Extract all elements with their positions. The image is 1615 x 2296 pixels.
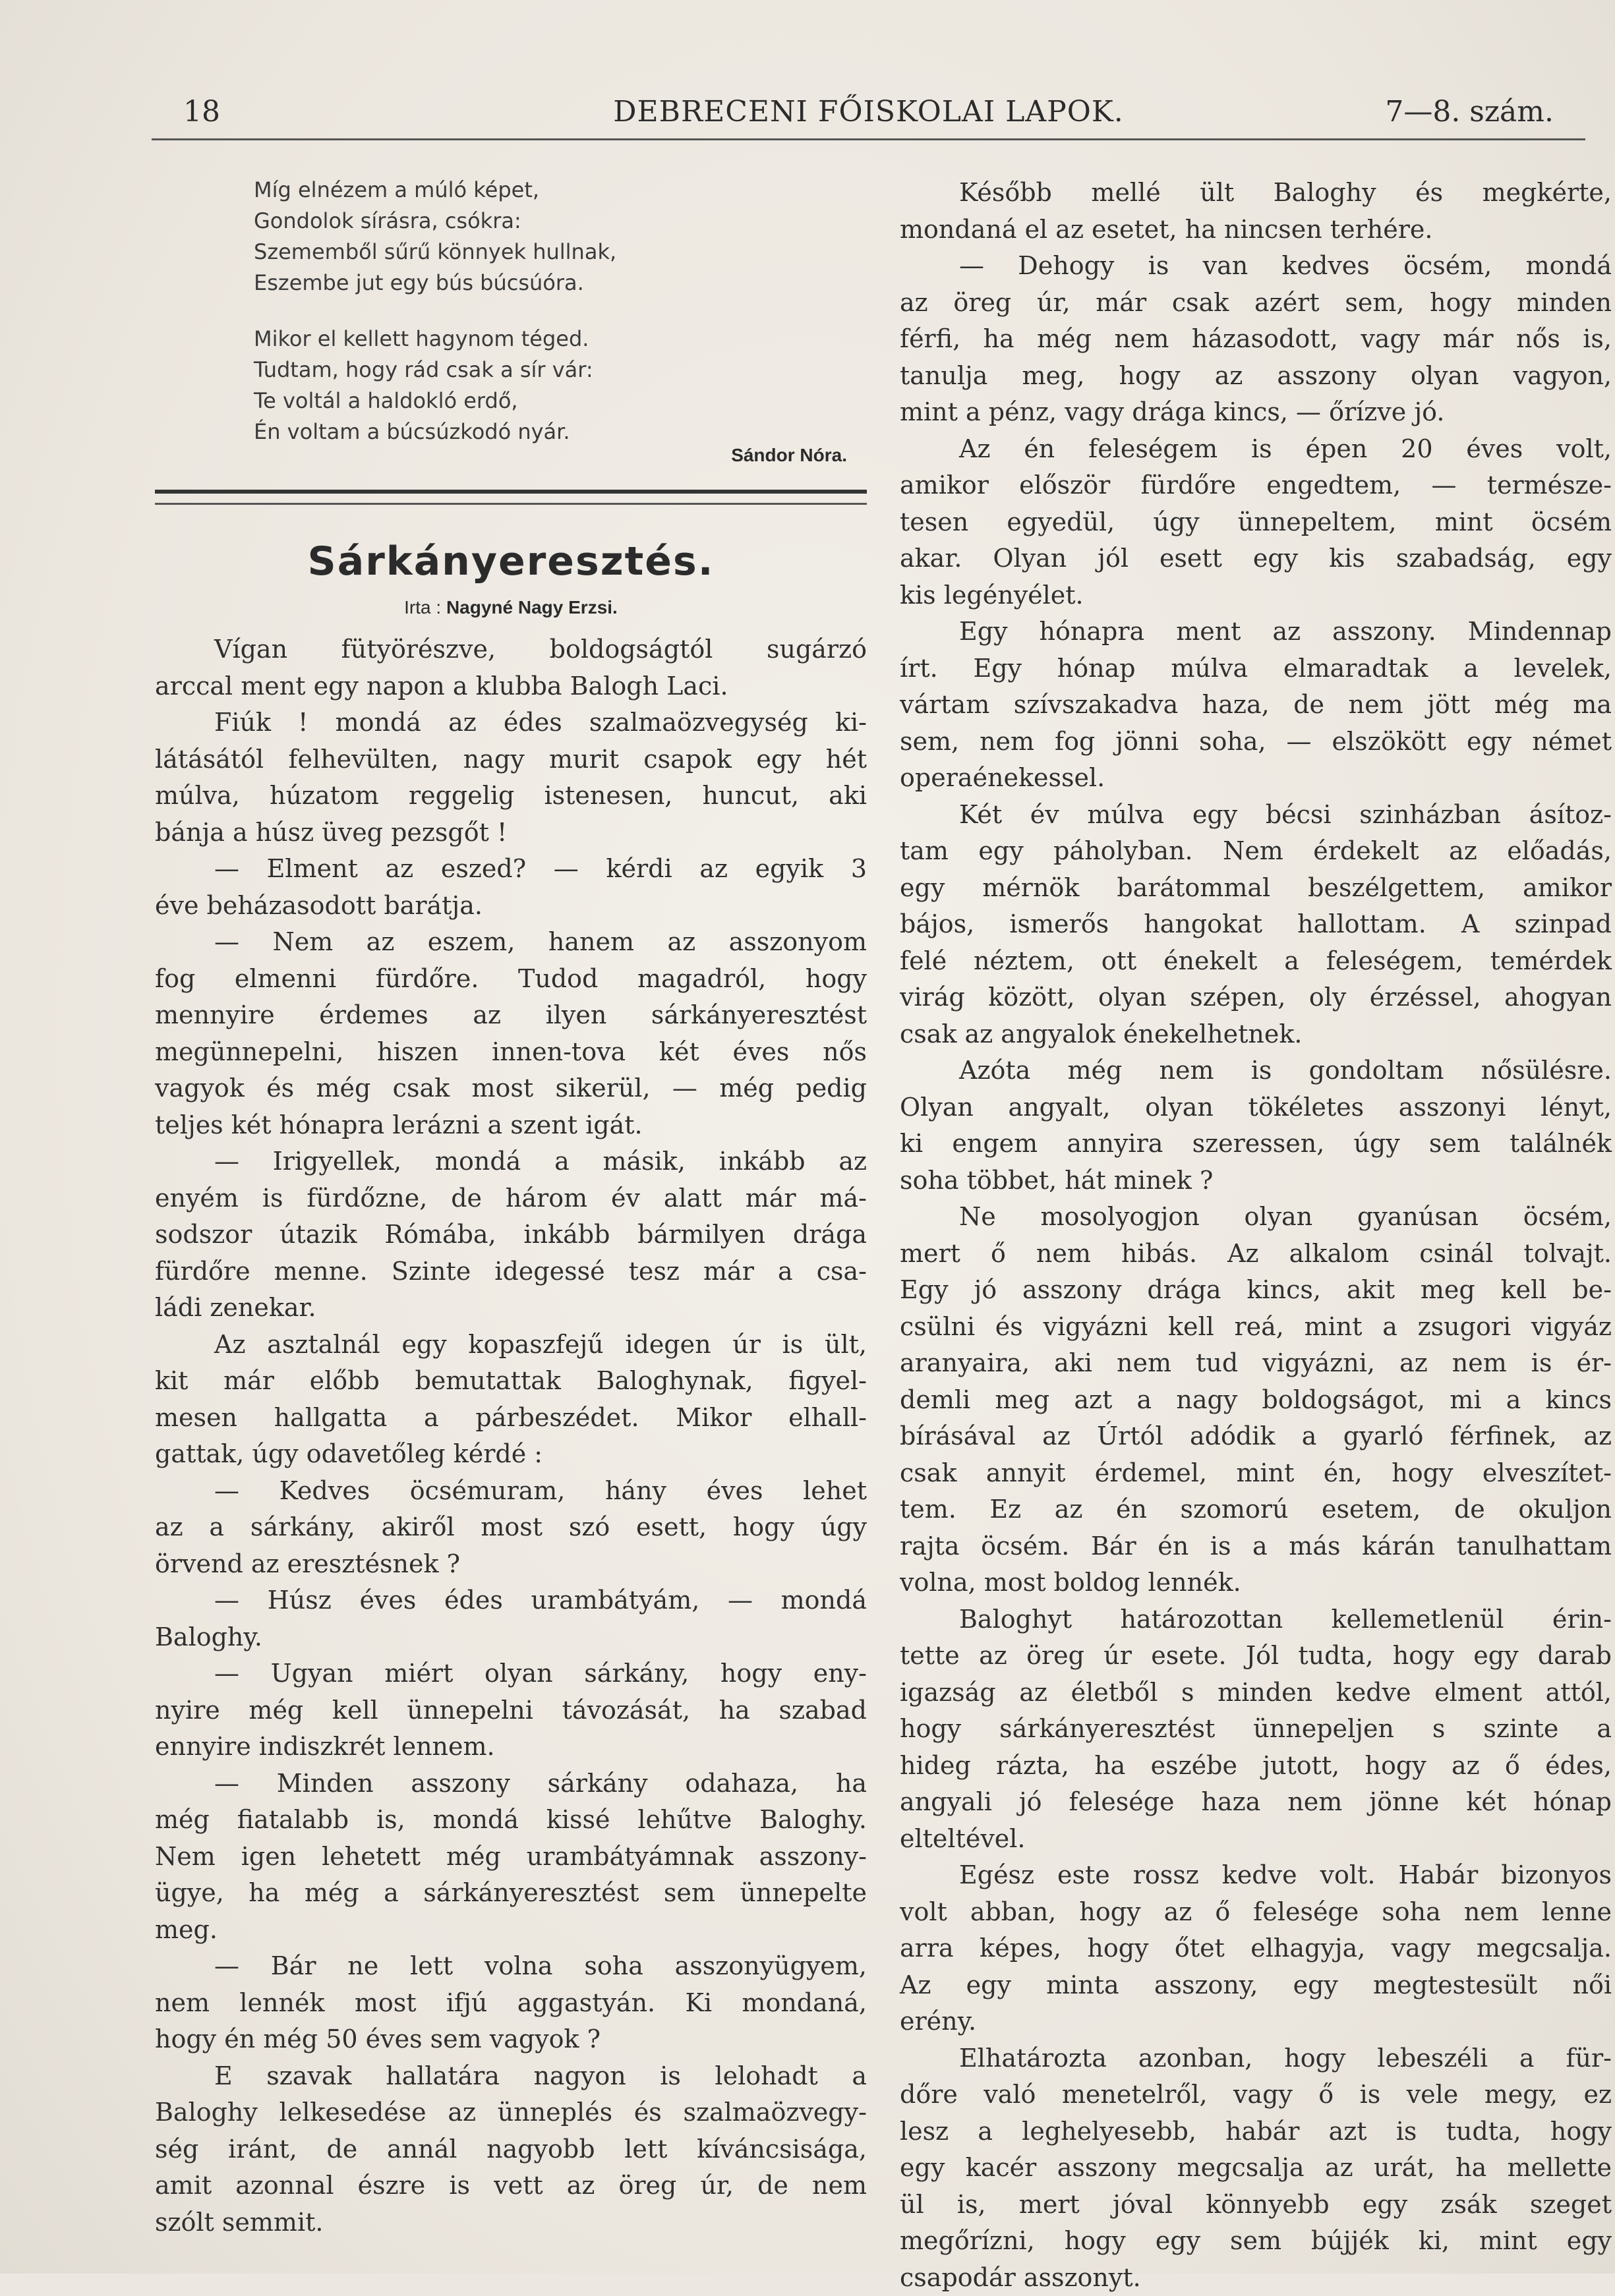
text-line: szólt semmit. <box>155 2204 867 2241</box>
text-line: rajta öcsém. Bár én is a más kárán tanulhattam <box>900 1528 1612 1565</box>
article-body-left <box>155 631 867 2241</box>
paragraph <box>155 704 867 851</box>
text-line: bírásával az Úrtól adódik a gyarló férfinek, az <box>900 1418 1612 1455</box>
text-line: múlva, húzatom reggelig istenesen, huncut, aki <box>155 778 867 815</box>
text-line: demli meg azt a nagy boldogságot, mi a kincs <box>900 1382 1612 1419</box>
byline-author: Nagyné Nagy Erzsi. <box>446 597 618 617</box>
text-line: — Minden asszony sárkány odahaza, ha <box>155 1765 867 1802</box>
poem-line: Míg elnézem a múló képet, <box>254 175 867 206</box>
text-line: virág között, olyan szépen, oly érzéssel, ahogyan <box>900 979 1612 1016</box>
text-line: tanulja meg, hogy az asszony olyan vagyon, <box>900 358 1612 395</box>
text-line: — Nem az eszem, hanem az asszonyom <box>155 924 867 961</box>
text-line: aranyaira, aki nem tud vigyázni, az nem is ér- <box>900 1345 1612 1382</box>
text-line: enyém is fürdőzne, de három év alatt már má- <box>155 1180 867 1217</box>
paragraph <box>900 175 1612 248</box>
paragraph <box>155 1143 867 1327</box>
poem-line: Te voltál a haldokló erdő, <box>254 386 867 416</box>
text-line: vagyok és még csak most sikerül, — még pedig <box>155 1070 867 1107</box>
text-line: teljes két hónapra lerázni a szent igát. <box>155 1107 867 1144</box>
poem-author: Sándor Nóra. <box>155 442 867 469</box>
text-line: — Kedves öcsémuram, hány éves lehet <box>155 1473 867 1510</box>
byline-prefix: Irta : <box>404 597 441 617</box>
text-line: — Elment az eszed? — kérdi az egyik 3 <box>155 851 867 888</box>
paragraph <box>155 1655 867 1765</box>
text-line: tesen egyedül, úgy ünnepeltem, mint öcsém <box>900 504 1612 541</box>
paragraph <box>155 851 867 924</box>
text-line: angyali jó felesége haza nem jönne két hónap <box>900 1784 1612 1821</box>
text-line: gattak, úgy odavetőleg kérdé : <box>155 1436 867 1473</box>
article-body-right <box>900 175 1612 2296</box>
text-line: örvend az eresztésnek ? <box>155 1546 867 1583</box>
poem-stanza <box>254 324 867 447</box>
poem-line: Tudtam, hogy rád csak a sír vár: <box>254 355 867 386</box>
text-line: Elhatározta azonban, hogy lebeszéli a für- <box>900 2040 1612 2077</box>
text-line: Az én feleségem is épen 20 éves volt, <box>900 431 1612 468</box>
text-line: operaénekessel. <box>900 760 1612 797</box>
text-line: Két év múlva egy bécsi szinházban ásítoz- <box>900 797 1612 834</box>
text-line: tem. Ez az én szomorú esetem, de okuljon <box>900 1491 1612 1528</box>
text-line: akar. Olyan jól esett egy kis szabadság, egy <box>900 540 1612 577</box>
text-line: megünnepelni, hiszen innen-tova két éves nős <box>155 1034 867 1071</box>
text-line: ül is, mert jóval könnyebb egy zsák szeget <box>900 2187 1612 2224</box>
text-line: erény. <box>900 2003 1612 2040</box>
text-line: Azóta még nem is gondoltam nősülésre. <box>900 1052 1612 1089</box>
text-line: tette az öreg úr esete. Jól tudta, hogy egy darab <box>900 1638 1612 1675</box>
text-line: Baloghyt határozottan kellemetlenül érin- <box>900 1601 1612 1638</box>
text-line: hideg rázta, ha eszébe jutott, hogy az ő édes, <box>900 1748 1612 1785</box>
text-line: férfi, ha még nem házasodott, vagy már nős is, <box>900 321 1612 358</box>
text-line: lesz a leghelyesebb, habár azt is tudta, hogy <box>900 2113 1612 2150</box>
paragraph <box>155 1948 867 2058</box>
poem-stanza <box>254 175 867 299</box>
text-line: tam egy páholyban. Nem érdekelt az előadás, <box>900 833 1612 870</box>
text-line: — Bár ne lett volna soha asszonyügyem, <box>155 1948 867 1985</box>
text-line: Baloghy. <box>155 1619 867 1656</box>
paragraph <box>155 1327 867 1473</box>
paragraph <box>155 1582 867 1655</box>
text-line: Egész este rossz kedve volt. Habár bizonyos <box>900 1857 1612 1894</box>
text-line: csülni és vigyázni kell reá, mint a zsugori vigyáz <box>900 1309 1612 1346</box>
text-line: Később mellé ült Baloghy és megkérte, <box>900 175 1612 212</box>
text-line: csak az angyalok énekelhetnek. <box>900 1016 1612 1053</box>
text-line: — Dehogy is van kedves öcsém, mondá <box>900 248 1612 285</box>
section-divider <box>155 490 867 505</box>
text-line: csapodár asszonyt. <box>900 2260 1612 2296</box>
page-number: 18 <box>183 95 220 129</box>
paragraph <box>900 797 1612 1053</box>
text-line: felé néztem, ott énekelt a feleségem, temérdek <box>900 943 1612 980</box>
text-line: Egy jó asszony drága kincs, akit meg kell be- <box>900 1272 1612 1309</box>
poem-line: Mikor el kellett hagynom téged. <box>254 324 867 355</box>
text-line: kis legényélet. <box>900 577 1612 614</box>
text-line: éve beházasodott barátja. <box>155 888 867 925</box>
text-line: dőre való menetelről, vagy ő is vele megy, ez <box>900 2077 1612 2113</box>
text-line: arra képes, hogy őtet elhagyja, vagy megcsalja. <box>900 1930 1612 1967</box>
text-line: írt. Egy hónap múlva elmaradtak a levelek, <box>900 650 1612 687</box>
paragraph <box>900 1857 1612 2040</box>
paragraph <box>900 248 1612 431</box>
text-line: elteltével. <box>900 1821 1612 1858</box>
paragraph <box>155 1473 867 1583</box>
paragraph <box>900 1052 1612 1199</box>
text-line: az a sárkány, akiről most szó esett, hogy úgy <box>155 1509 867 1546</box>
text-line: Az asztalnál egy kopaszfejű idegen úr is ült, <box>155 1327 867 1363</box>
text-line: fog elmenni fürdőre. Tudod magadról, hogy <box>155 961 867 998</box>
text-line: megőrízni, hogy egy sem bújjék ki, mint egy <box>900 2223 1612 2260</box>
text-line: Olyan angyalt, olyan tökéletes asszonyi lényt, <box>900 1089 1612 1126</box>
paragraph <box>155 924 867 1143</box>
byline <box>155 593 867 622</box>
text-line: — Húsz éves édes urambátyám, — mondá <box>155 1582 867 1619</box>
text-line: fürdőre menne. Szinte idegessé tesz már a csa- <box>155 1253 867 1290</box>
text-line: mesen hallgatta a párbeszédet. Mikor elhall- <box>155 1400 867 1437</box>
text-line: meg. <box>155 1912 867 1949</box>
text-line: még fiatalabb is, mondá kissé lehűtve Baloghy. <box>155 1802 867 1839</box>
left-column <box>155 175 867 2241</box>
text-line: igazság az életből s minden kedve elment attól, <box>900 1675 1612 1711</box>
text-line: vártam szívszakadva haza, de nem jött még ma <box>900 687 1612 724</box>
text-line: mert ő nem hibás. Az alkalom csinál tolvajt. <box>900 1236 1612 1273</box>
text-line: nem lennék most ifjú aggastyán. Ki mondaná, <box>155 1985 867 2022</box>
paragraph <box>155 2058 867 2241</box>
text-line: hogy sárkányeresztést ünnepeljen s szinte a <box>900 1711 1612 1748</box>
poem-line: Én voltam a búcsúzkodó nyár. <box>254 416 867 447</box>
text-line: amikor először fürdőre engedtem, — természe- <box>900 467 1612 504</box>
text-line: bánja a húsz üveg pezsgőt ! <box>155 815 867 851</box>
text-line: volna, most boldog lennék. <box>900 1564 1612 1601</box>
paragraph <box>900 2040 1612 2296</box>
text-line: sodszor útazik Rómába, inkább bármilyen drága <box>155 1217 867 1253</box>
journal-title: DEBRECENI FŐISKOLAI LAPOK. <box>152 95 1585 129</box>
text-line: Baloghy lelkesedése az ünneplés és szalmaözvegy- <box>155 2094 867 2131</box>
text-line: — Ugyan miért olyan sárkány, hogy eny- <box>155 1655 867 1692</box>
text-line: Nem igen lehetett még urambátyámnak asszony- <box>155 1839 867 1876</box>
text-line: nyire még kell ünnepelni távozását, ha szabad <box>155 1692 867 1729</box>
text-line: egy kacér asszony megcsalja az urát, ha mellette <box>900 2150 1612 2187</box>
poem-line: Eszembe jut egy bús búcsúóra. <box>254 268 867 299</box>
paragraph <box>900 614 1612 797</box>
text-line: Egy hónapra ment az asszony. Mindennap <box>900 614 1612 650</box>
text-line: ügye, ha még a sárkányeresztést sem ünnepelte <box>155 1875 867 1912</box>
article-title: Sárkányeresztés. <box>155 535 867 588</box>
text-line: kit már előbb bemutattak Baloghynak, figyel- <box>155 1363 867 1400</box>
paragraph <box>155 631 867 704</box>
text-line: látásától felhevülten, nagy murit csapok egy hét <box>155 741 867 778</box>
paragraph <box>900 1199 1612 1601</box>
text-line: volt abban, hogy az ő felesége soha nem lenne <box>900 1894 1612 1931</box>
text-line: az öreg úr, már csak azért sem, hogy minden <box>900 285 1612 322</box>
text-line: ládi zenekar. <box>155 1290 867 1327</box>
text-line: mint a pénz, vagy drága kincs, — őrízve jó. <box>900 394 1612 431</box>
right-column <box>900 175 1612 2296</box>
text-line: ség iránt, de annál nagyobb lett kíváncsisága, <box>155 2131 867 2168</box>
text-line: sem, nem fog jönni soha, — elszökött egy német <box>900 724 1612 761</box>
text-line: E szavak hallatára nagyon is lelohadt a <box>155 2058 867 2095</box>
text-line: Fiúk ! mondá az édes szalmaözvegység ki- <box>155 704 867 741</box>
text-line: Ne mosolyogjon olyan gyanúsan öcsém, <box>900 1199 1612 1236</box>
text-line: Vígan fütyörészve, boldogságtól sugárzó <box>155 631 867 668</box>
text-line: egy mérnök barátommal beszélgettem, amikor <box>900 870 1612 907</box>
text-line: bájos, ismerős hangokat hallottam. A szinpad <box>900 906 1612 943</box>
poem-line: Gondolok sírásra, csókra: <box>254 206 867 237</box>
text-line: ki engem annyira szeressen, úgy sem találnék <box>900 1126 1612 1162</box>
text-line: ennyire indiszkrét lennem. <box>155 1729 867 1765</box>
poem <box>155 175 867 447</box>
paragraph <box>900 1601 1612 1858</box>
text-line: soha többet, hát minek ? <box>900 1162 1612 1199</box>
text-line: hogy én még 50 éves sem vagyok ? <box>155 2021 867 2058</box>
text-line: arccal ment egy napon a klubba Balogh Laci. <box>155 668 867 705</box>
paragraph <box>900 431 1612 614</box>
running-head <box>152 92 1585 140</box>
text-line: mondaná el az esetet, ha nincsen terhére. <box>900 212 1612 248</box>
text-line: amit azonnal észre is vett az öreg úr, de nem <box>155 2167 867 2204</box>
text-line: mennyire érdemes az ilyen sárkányeresztést <box>155 997 867 1034</box>
text-line: csak annyit érdemel, mint én, hogy elveszítet- <box>900 1455 1612 1492</box>
text-line: Az egy minta asszony, egy megtestesült női <box>900 1967 1612 2004</box>
text-line: — Irigyellek, mondá a másik, inkább az <box>155 1143 867 1180</box>
poem-line: Szememből sűrű könnyek hullnak, <box>254 237 867 268</box>
paragraph <box>155 1765 867 1949</box>
issue-number: 7—8. szám. <box>1385 95 1554 129</box>
